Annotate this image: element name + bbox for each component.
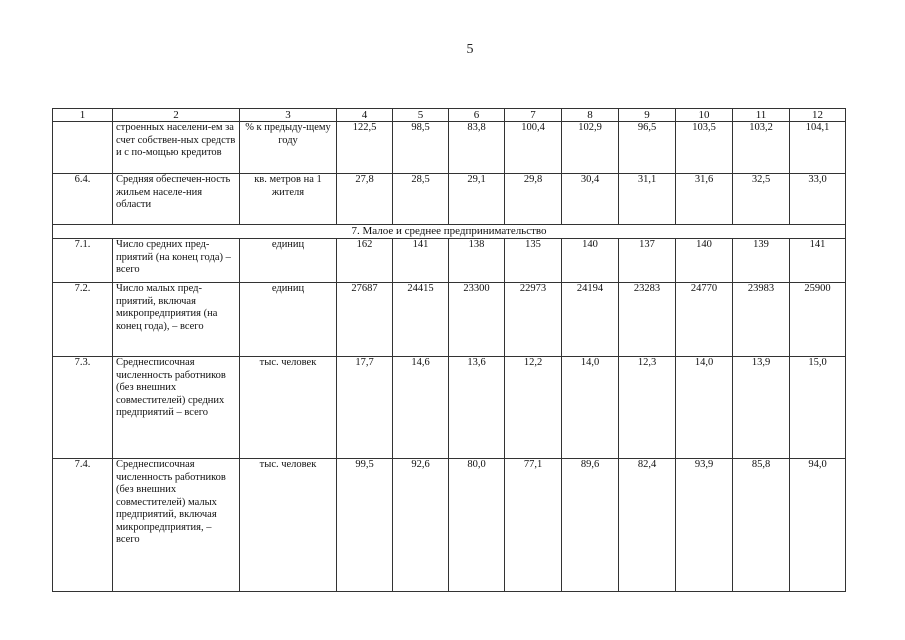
row-id: 7.3. [53,357,113,459]
column-number: 5 [393,109,449,122]
value-cell: 23283 [619,283,676,357]
value-cell: 80,0 [449,459,505,592]
column-number: 8 [562,109,619,122]
indicator-name: Средняя обеспечен-ность жильем населе-ния области [113,174,240,225]
value-cell: 77,1 [505,459,562,592]
value-cell: 92,6 [393,459,449,592]
value-cell: 28,5 [393,174,449,225]
value-cell: 24194 [562,283,619,357]
value-cell: 140 [562,239,619,283]
value-cell: 96,5 [619,122,676,174]
value-cell: 102,9 [562,122,619,174]
value-cell: 103,5 [676,122,733,174]
value-cell: 17,7 [337,357,393,459]
table-row [53,283,846,357]
value-cell: 12,3 [619,357,676,459]
column-number: 2 [113,109,240,122]
unit-cell: единиц [240,239,337,283]
table-row [53,459,846,592]
value-cell: 103,2 [733,122,790,174]
value-cell: 14,0 [676,357,733,459]
value-cell: 140 [676,239,733,283]
value-cell: 122,5 [337,122,393,174]
value-cell: 138 [449,239,505,283]
column-number: 9 [619,109,676,122]
value-cell: 135 [505,239,562,283]
row-id: 7.2. [53,283,113,357]
table-row [53,174,846,225]
indicator-name: Среднесписочная численность работников (без внешних совместителей) малых предприятий, включая микропредприятия, – всего [113,459,240,592]
value-cell: 141 [393,239,449,283]
value-cell: 14,6 [393,357,449,459]
value-cell: 29,1 [449,174,505,225]
value-cell: 13,6 [449,357,505,459]
value-cell: 31,1 [619,174,676,225]
value-cell: 15,0 [790,357,846,459]
value-cell: 93,9 [676,459,733,592]
value-cell: 141 [790,239,846,283]
page-number: 5 [466,42,474,57]
value-cell: 23300 [449,283,505,357]
value-cell: 31,6 [676,174,733,225]
indicator-name: Среднесписочная численность работников (без внешних совместителей) средних предприятий – всего [113,357,240,459]
table-row [53,239,846,283]
value-cell: 94,0 [790,459,846,592]
column-number: 4 [337,109,393,122]
value-cell: 27,8 [337,174,393,225]
column-number: 3 [240,109,337,122]
unit-cell: тыс. человек [240,357,337,459]
value-cell: 30,4 [562,174,619,225]
column-number-row [53,109,846,122]
unit-cell: единиц [240,283,337,357]
value-cell: 99,5 [337,459,393,592]
column-number: 1 [53,109,113,122]
section-row [53,225,846,239]
value-cell: 27687 [337,283,393,357]
column-number: 7 [505,109,562,122]
value-cell: 98,5 [393,122,449,174]
unit-cell: тыс. человек [240,459,337,592]
row-id: 6.4. [53,174,113,225]
indicator-name: Число малых пред-приятий, включая микропредприятия (на конец года), – всего [113,283,240,357]
column-number: 6 [449,109,505,122]
column-number: 11 [733,109,790,122]
column-number: 10 [676,109,733,122]
value-cell: 14,0 [562,357,619,459]
value-cell: 22973 [505,283,562,357]
value-cell: 85,8 [733,459,790,592]
value-cell: 29,8 [505,174,562,225]
value-cell: 12,2 [505,357,562,459]
row-id: 7.4. [53,459,113,592]
value-cell: 25900 [790,283,846,357]
data-table [52,108,846,592]
unit-cell: % к предыду-щему году [240,122,337,174]
table-row [53,357,846,459]
value-cell: 139 [733,239,790,283]
row-id: 7.1. [53,239,113,283]
table-row [53,122,846,174]
column-number: 12 [790,109,846,122]
value-cell: 89,6 [562,459,619,592]
row-id [53,122,113,174]
value-cell: 137 [619,239,676,283]
indicator-name: строенных населени-ем за счет собствен-ных средств и с по-мощью кредитов [113,122,240,174]
value-cell: 104,1 [790,122,846,174]
indicator-name: Число средних пред-приятий (на конец года) – всего [113,239,240,283]
value-cell: 33,0 [790,174,846,225]
value-cell: 24415 [393,283,449,357]
section-title: 7. Малое и среднее предпринимательство [53,225,846,239]
value-cell: 24770 [676,283,733,357]
value-cell: 100,4 [505,122,562,174]
value-cell: 83,8 [449,122,505,174]
table-body [53,122,846,592]
value-cell: 23983 [733,283,790,357]
value-cell: 162 [337,239,393,283]
value-cell: 13,9 [733,357,790,459]
value-cell: 82,4 [619,459,676,592]
unit-cell: кв. метров на 1 жителя [240,174,337,225]
value-cell: 32,5 [733,174,790,225]
